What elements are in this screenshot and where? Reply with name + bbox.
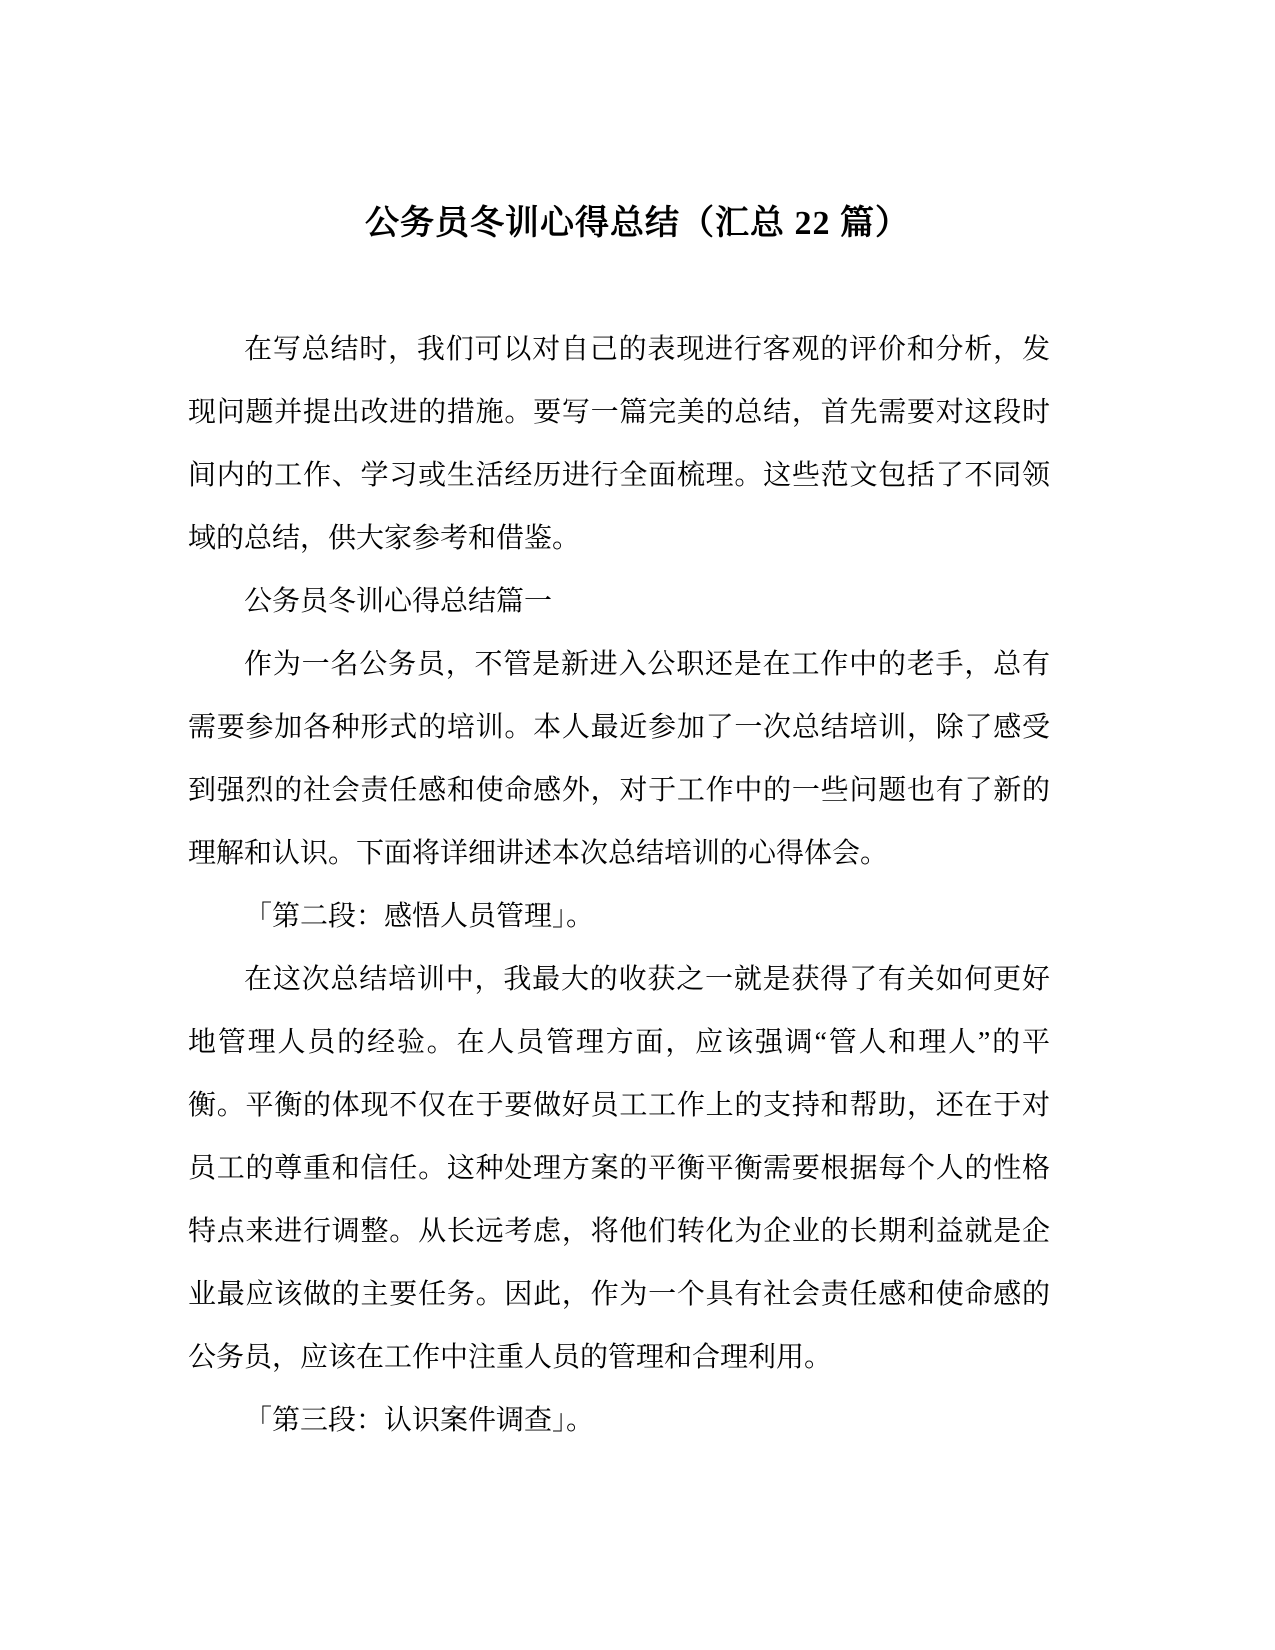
document-body (188, 318, 1050, 1452)
paragraph-subheading-3: 「第三段：认识案件调查」。 (244, 1405, 595, 1436)
paragraph-subheading-2: 「第二段：感悟人员管理」。 (244, 901, 595, 932)
paragraph-intro: 在写总结时，我们可以对自己的表现进行客观的评价和分析，发现问题并提出改进的措施。要写一篇完美的总结，首先需要对这段时间内的工作、学习或生活经历进行全面梳理。这些范文包括了不同领域的总结，供大家参考和借鉴。 (188, 334, 1050, 554)
paragraph-body-2: 在这次总结培训中，我最大的收获之一就是获得了有关如何更好地管理人员的经验。在人员管理方面，应该强调“管人和理人”的平衡。平衡的体现不仅在于要做好员工工作上的支持和帮助，还在于对员工的尊重和信任。这种处理方案的平衡平衡需要根据每个人的性格特点来进行调整。从长远考虑，将他们转化为企业的长期利益就是企业最应该做的主要任务。因此，作为一个具有社会责任感和使命感的公务员，应该在工作中注重人员的管理和合理利用。 (188, 964, 1050, 1373)
document-title: 公务员冬训心得总结（汇总 22 篇） (365, 205, 910, 242)
paragraph-section-heading: 公务员冬训心得总结篇一 (244, 586, 553, 617)
paragraph-body-1: 作为一名公务员，不管是新进入公职还是在工作中的老手，总有需要参加各种形式的培训。本人最近参加了一次总结培训，除了感受到强烈的社会责任感和使命感外，对于工作中的一些问题也有了新的理解和认识。下面将详细讲述本次总结培训的心得体会。 (188, 649, 1050, 869)
